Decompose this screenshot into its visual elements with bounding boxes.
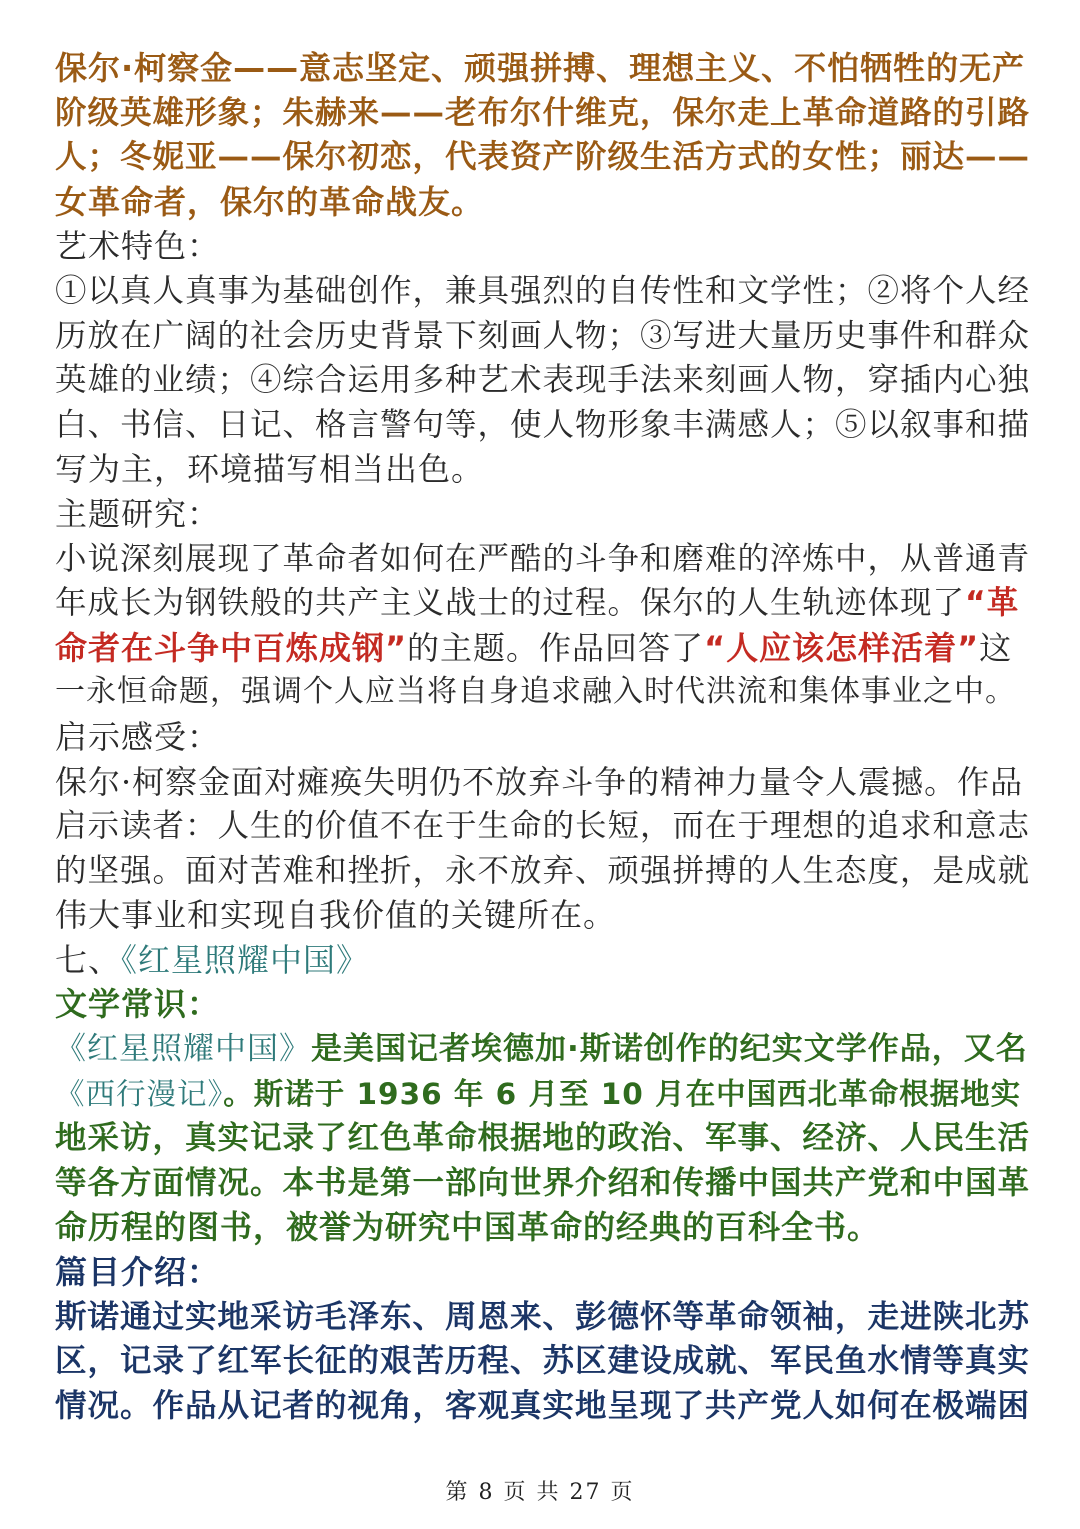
book-title: 《红星照耀中国》 <box>55 1031 311 1068</box>
text-line: 区，记录了红军长征的艰苦历程、苏区建设成就、军民鱼水情等真实 <box>55 1343 1031 1380</box>
art-heading: 艺术特色： <box>55 227 221 266</box>
text-line: ①以真人真事为基础创作，兼具强烈的自传性和文学性；②将个人经 <box>55 272 1031 309</box>
text-line: 命历程的图书，被誉为研究中国革命的经典的百科全书。 <box>55 1208 881 1247</box>
text-line: 写为主，环境描写相当出色。 <box>55 450 485 489</box>
book-title: 《西行漫记》 <box>55 1076 224 1111</box>
text-segment: 年成长为钢铁般的共产主义战士的过程。保尔的人生轨迹体现了 <box>55 585 966 622</box>
text-line: 地采访，真实记录了红色革命根据地的政治、军事、经济、人民生活 <box>55 1120 1031 1157</box>
theme-heading: 主题研究： <box>55 494 221 533</box>
characters-paragraph <box>55 46 1030 224</box>
theme-paragraph <box>55 537 1030 715</box>
text-line: 一永恒命题，强调个人应当将自身追求融入时代洪流和集体事业之中。 <box>55 674 1016 710</box>
text-line: 启示读者：人生的价值不在于生命的长短，而在于理想的追求和意志 <box>55 808 1031 845</box>
section-number: 七、 <box>55 940 122 979</box>
text-line: 保尔·柯察金面对瘫痪失明仍不放弃斗争的精神力量令人震撼。作品 <box>55 762 1024 801</box>
text-line <box>55 1072 1030 1117</box>
art-paragraph <box>55 269 1030 492</box>
text-line: 女革命者，保尔的革命战友。 <box>55 182 485 221</box>
text-line <box>55 1027 1030 1072</box>
highlight-quote: 命者在斗争中百炼成钢” <box>55 628 408 667</box>
insight-paragraph <box>55 760 1030 938</box>
page-number: 第 8 页 共 27 页 <box>445 1480 635 1505</box>
highlight-quote: “人应该怎样活着” <box>704 628 980 667</box>
text-line: 伟大事业和实现自我价值的关键所在。 <box>55 896 617 935</box>
section-heading <box>55 938 1030 983</box>
text-segment: 是美国记者埃德加·斯诺创作的纪实文学作品，又名 <box>311 1031 1028 1068</box>
chapters-paragraph <box>55 1295 1030 1429</box>
text-line: 小说深刻展现了革命者如何在严酷的斗争和磨难的淬炼中，从普通青 <box>55 540 1031 577</box>
text-line: 等各方面情况。本书是第一部向世界介绍和传播中国共产党和中国革 <box>55 1164 1031 1201</box>
text-line: 的坚强。面对苦难和挫折，永不放弃、顽强拼搏的人生态度，是成就 <box>55 852 1031 889</box>
text-line: 情况。作品从记者的视角，客观真实地呈现了共产党人如何在极端困 <box>55 1387 1031 1424</box>
text-line: 英雄的业绩；④综合运用多种艺术表现手法来刻画人物，穿插内心独 <box>55 362 1031 399</box>
text-line: 阶级英雄形象；朱赫来——老布尔什维克，保尔走上革命道路的引路 <box>55 94 1031 131</box>
text-segment: 这 <box>979 628 1013 667</box>
text-line <box>55 581 1030 626</box>
insight-heading: 启示感受： <box>55 717 221 756</box>
text-line: 白、书信、日记、格言警句等，使人物形象丰满感人；⑤以叙事和描 <box>55 406 1031 443</box>
chapters-heading: 篇目介绍： <box>55 1253 221 1292</box>
text-line: 斯诺通过实地采访毛泽东、周恩来、彭德怀等革命领袖，走进陕北苏 <box>55 1298 1031 1335</box>
highlight-quote: “革 <box>965 585 1020 622</box>
literary-paragraph <box>55 1027 1030 1250</box>
text-line <box>55 626 1030 671</box>
text-segment: 的主题。作品回答了 <box>407 628 705 667</box>
literary-heading: 文学常识： <box>55 985 221 1024</box>
text-line: 历放在广阔的社会历史背景下刻画人物；③写进大量历史事件和群众 <box>55 317 1031 354</box>
text-line: 保尔·柯察金——意志坚定、顽强拼搏、理想主义、不怕牺牲的无产 <box>55 49 1026 87</box>
text-line: 人；冬妮亚——保尔初恋，代表资产阶级生活方式的女性；丽达—— <box>55 139 1031 176</box>
section-title: 《红星照耀中国》 <box>121 940 370 979</box>
text-segment: 。斯诺于 1936 年 6 月至 10 月在中国西北革命根据地实 <box>223 1076 1022 1111</box>
document-page <box>55 46 1030 1428</box>
